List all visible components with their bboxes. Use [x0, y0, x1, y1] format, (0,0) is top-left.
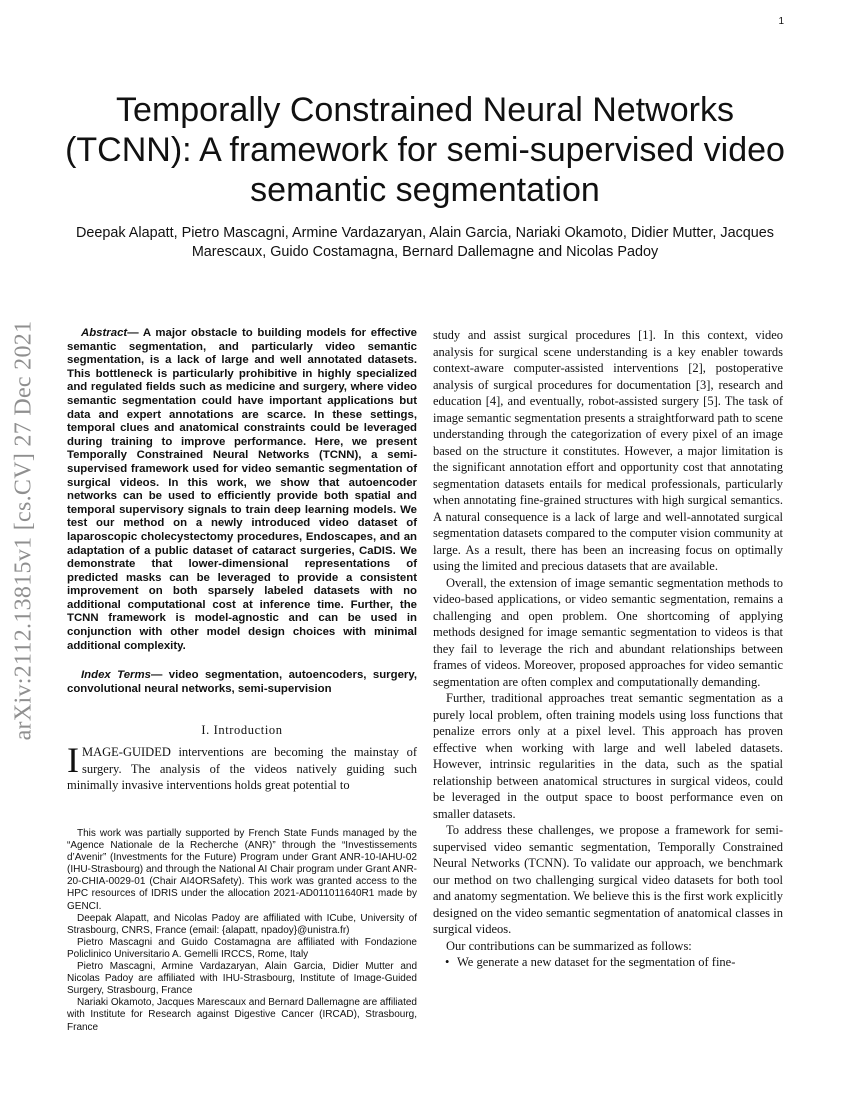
page-number: 1: [778, 16, 784, 27]
intro-paragraph: [67, 740, 417, 794]
footnote-affiliation: Nariaki Okamoto, Jacques Marescaux and Bernard Dallemagne are affiliated with Institute for Research against Digestive Cancer (IRCAD), Strasbourg, France: [67, 997, 417, 1033]
body-paragraph: Overall, the extension of image semantic segmentation methods to video-based applications, or video semantic segmentation, remains a challenging and open problem. One shortcoming of applying methods designed for image semantic segmentation to videos is that they fail to leverage the rich and abundant relationships between frames of videos. Moreover, proposed approaches for video semantic segmentation are often complex and computationally demanding.: [433, 575, 783, 689]
footnote-affiliation: Pietro Mascagni and Guido Costamagna are affiliated with Fondazione Policlinico Universitario A. Gemelli IRCCS, Rome, Italy: [67, 936, 417, 960]
abstract: [67, 327, 417, 653]
paper-title: Temporally Constrained Neural Networks (TCNN): A framework for semi-supervised video semantic segmentation: [65, 91, 785, 209]
abstract-label: Abstract: [81, 327, 128, 339]
bullet-icon: •: [445, 955, 450, 969]
contributions-list: [433, 954, 783, 971]
arxiv-identifier-stamp: [4, 290, 44, 770]
footnote-affiliation: Deepak Alapatt, and Nicolas Padoy are affiliated with ICube, University of Strasbourg, CNRS, France (email: {alapatt, npadoy}@unistra.fr): [67, 912, 417, 936]
right-column: [433, 327, 783, 971]
footnote-funding: This work was partially supported by French State Funds managed by the “Agence Nationale de la Recherche (ANR)” through the “Investissements d’Avenir” (Investments for the Future) Program under Grant ANR-10-IAHU-02 (IHU-Strasbourg) and through the National AI Chair program under Grant ANR-20-CHIA-0029-01 (Chair AI4ORSafety). This work was granted access to the HPC resources of IDRIS under the allocation 2021-AD011011640R1 made by GENCI.: [67, 828, 417, 912]
abstract-text: — A major obstacle to building models for effective semantic segmentation, and particularly video semantic segmentation, is a lack of large and well annotated datasets. This bottleneck is particularly prohibitive in highly specialized and regulated fields such as medicine and surgery, where video semantic segmentation could have important applications but data and expert annotations are scarce. In these settings, temporal clues and anatomical constraints could be leveraged during training to improve performance. Here, we present Temporally Constrained Neural Networks (TCNN), a semi-supervised framework used for video semantic segmentation of surgical videos. In this work, we show that autoencoder networks can be used to efficiently provide both spatial and temporal supervisory signals to train deep learning models. We test our method on a newly introduced video dataset of laparoscopic cholecystectomy procedures, Endoscapes, and an adaptation of a public dataset of cataract surgeries, CaDIS. We demonstrate that lower-dimensional representations of predicted masks can be leveraged to provide a consistent improvement on both sparsely labeled datasets with no additional computational cost at inference time. Further, the TCNN framework is model-agnostic and can be used in conjunction with other model design choices with minimal additional complexity.: [67, 327, 417, 652]
index-terms-label: Index Terms: [81, 669, 151, 682]
left-column: [67, 327, 417, 794]
body-paragraph: Further, traditional approaches treat semantic segmentation as a purely local problem, often training models using loss functions that penalize errors only at a pixel level. This approach has proven effective when working with large and well labeled datasets. However, intrinsic regularities in the data, such as the spatial relationship between anatomical structures in surgical videos, could be leveraged in the output space to boost performance even on smaller datasets.: [433, 691, 783, 821]
contributions-intro: Our contributions can be summarized as follows:: [446, 938, 692, 953]
list-item: [445, 954, 783, 971]
arxiv-stamp-text: arXiv:2112.13815v1 [cs.CV] 27 Dec 2021: [10, 320, 37, 740]
intro-lead-text: MAGE-GUIDED interventions are becoming the mainstay of surgery. The analysis of the videos natively guiding such minimally invasive interventions holds great potential to: [67, 745, 417, 793]
footnote-affiliation: Pietro Mascagni, Armine Vardazaryan, Alain Garcia, Didier Mutter and Nicolas Padoy are affiliated with IHU-Strasbourg, Institute of Image-Guided Surgery, Strasbourg, France: [67, 961, 417, 997]
footnotes: [67, 828, 417, 1034]
author-list: Deepak Alapatt, Pietro Mascagni, Armine Vardazaryan, Alain Garcia, Nariaki Okamoto, Didier Mutter, Jacques Marescaux, Guido Costamagna, Bernard Dallemagne and Nicolas Padoy: [76, 225, 774, 260]
body-paragraph: study and assist surgical procedures [1]. In this context, video analysis for surgical scene understanding is a key enabler towards context-aware computer-assisted interventions [2], postoperative analysis of surgical procedures for documentation [3], research and education [4], and eventually, robot-assisted surgery [5]. The task of image semantic segmentation presents a straightforward path to scene understanding through the categorization of every pixel of an image based on the structure it constitutes. However, a major limitation is the significant annotation effort and opportunity cost that annotating segmentation datasets entails for medical professionals, particularly when annotating fine-grained structures with high surgical semantics. A natural consequence is a lack of large and well-annotated surgical segmentation datasets compared to the computer vision community at large. As a result, there has been an increasing focus on optimally using the limited and precious datasets that are available.: [433, 328, 783, 573]
list-item-text: We generate a new dataset for the segmentation of fine-: [457, 955, 736, 969]
section-heading-introduction: I. Introduction: [201, 723, 283, 738]
body-paragraph: To address these challenges, we propose a framework for semi-supervised video semantic segmentation, Temporally Constrained Neural Networks (TCNN). To validate our approach, we benchmark our method on two challenging surgical video datasets for both tool and anatomy segmentation. We believe this is the first work explicitly designed on the video semantic segmentation of anatomical classes in surgical videos.: [433, 823, 783, 936]
index-terms: [67, 669, 417, 696]
drop-cap: I: [67, 740, 79, 781]
index-terms-text: — video segmentation, autoencoders, surgery, convolutional neural networks, semi-supervision: [67, 669, 417, 695]
